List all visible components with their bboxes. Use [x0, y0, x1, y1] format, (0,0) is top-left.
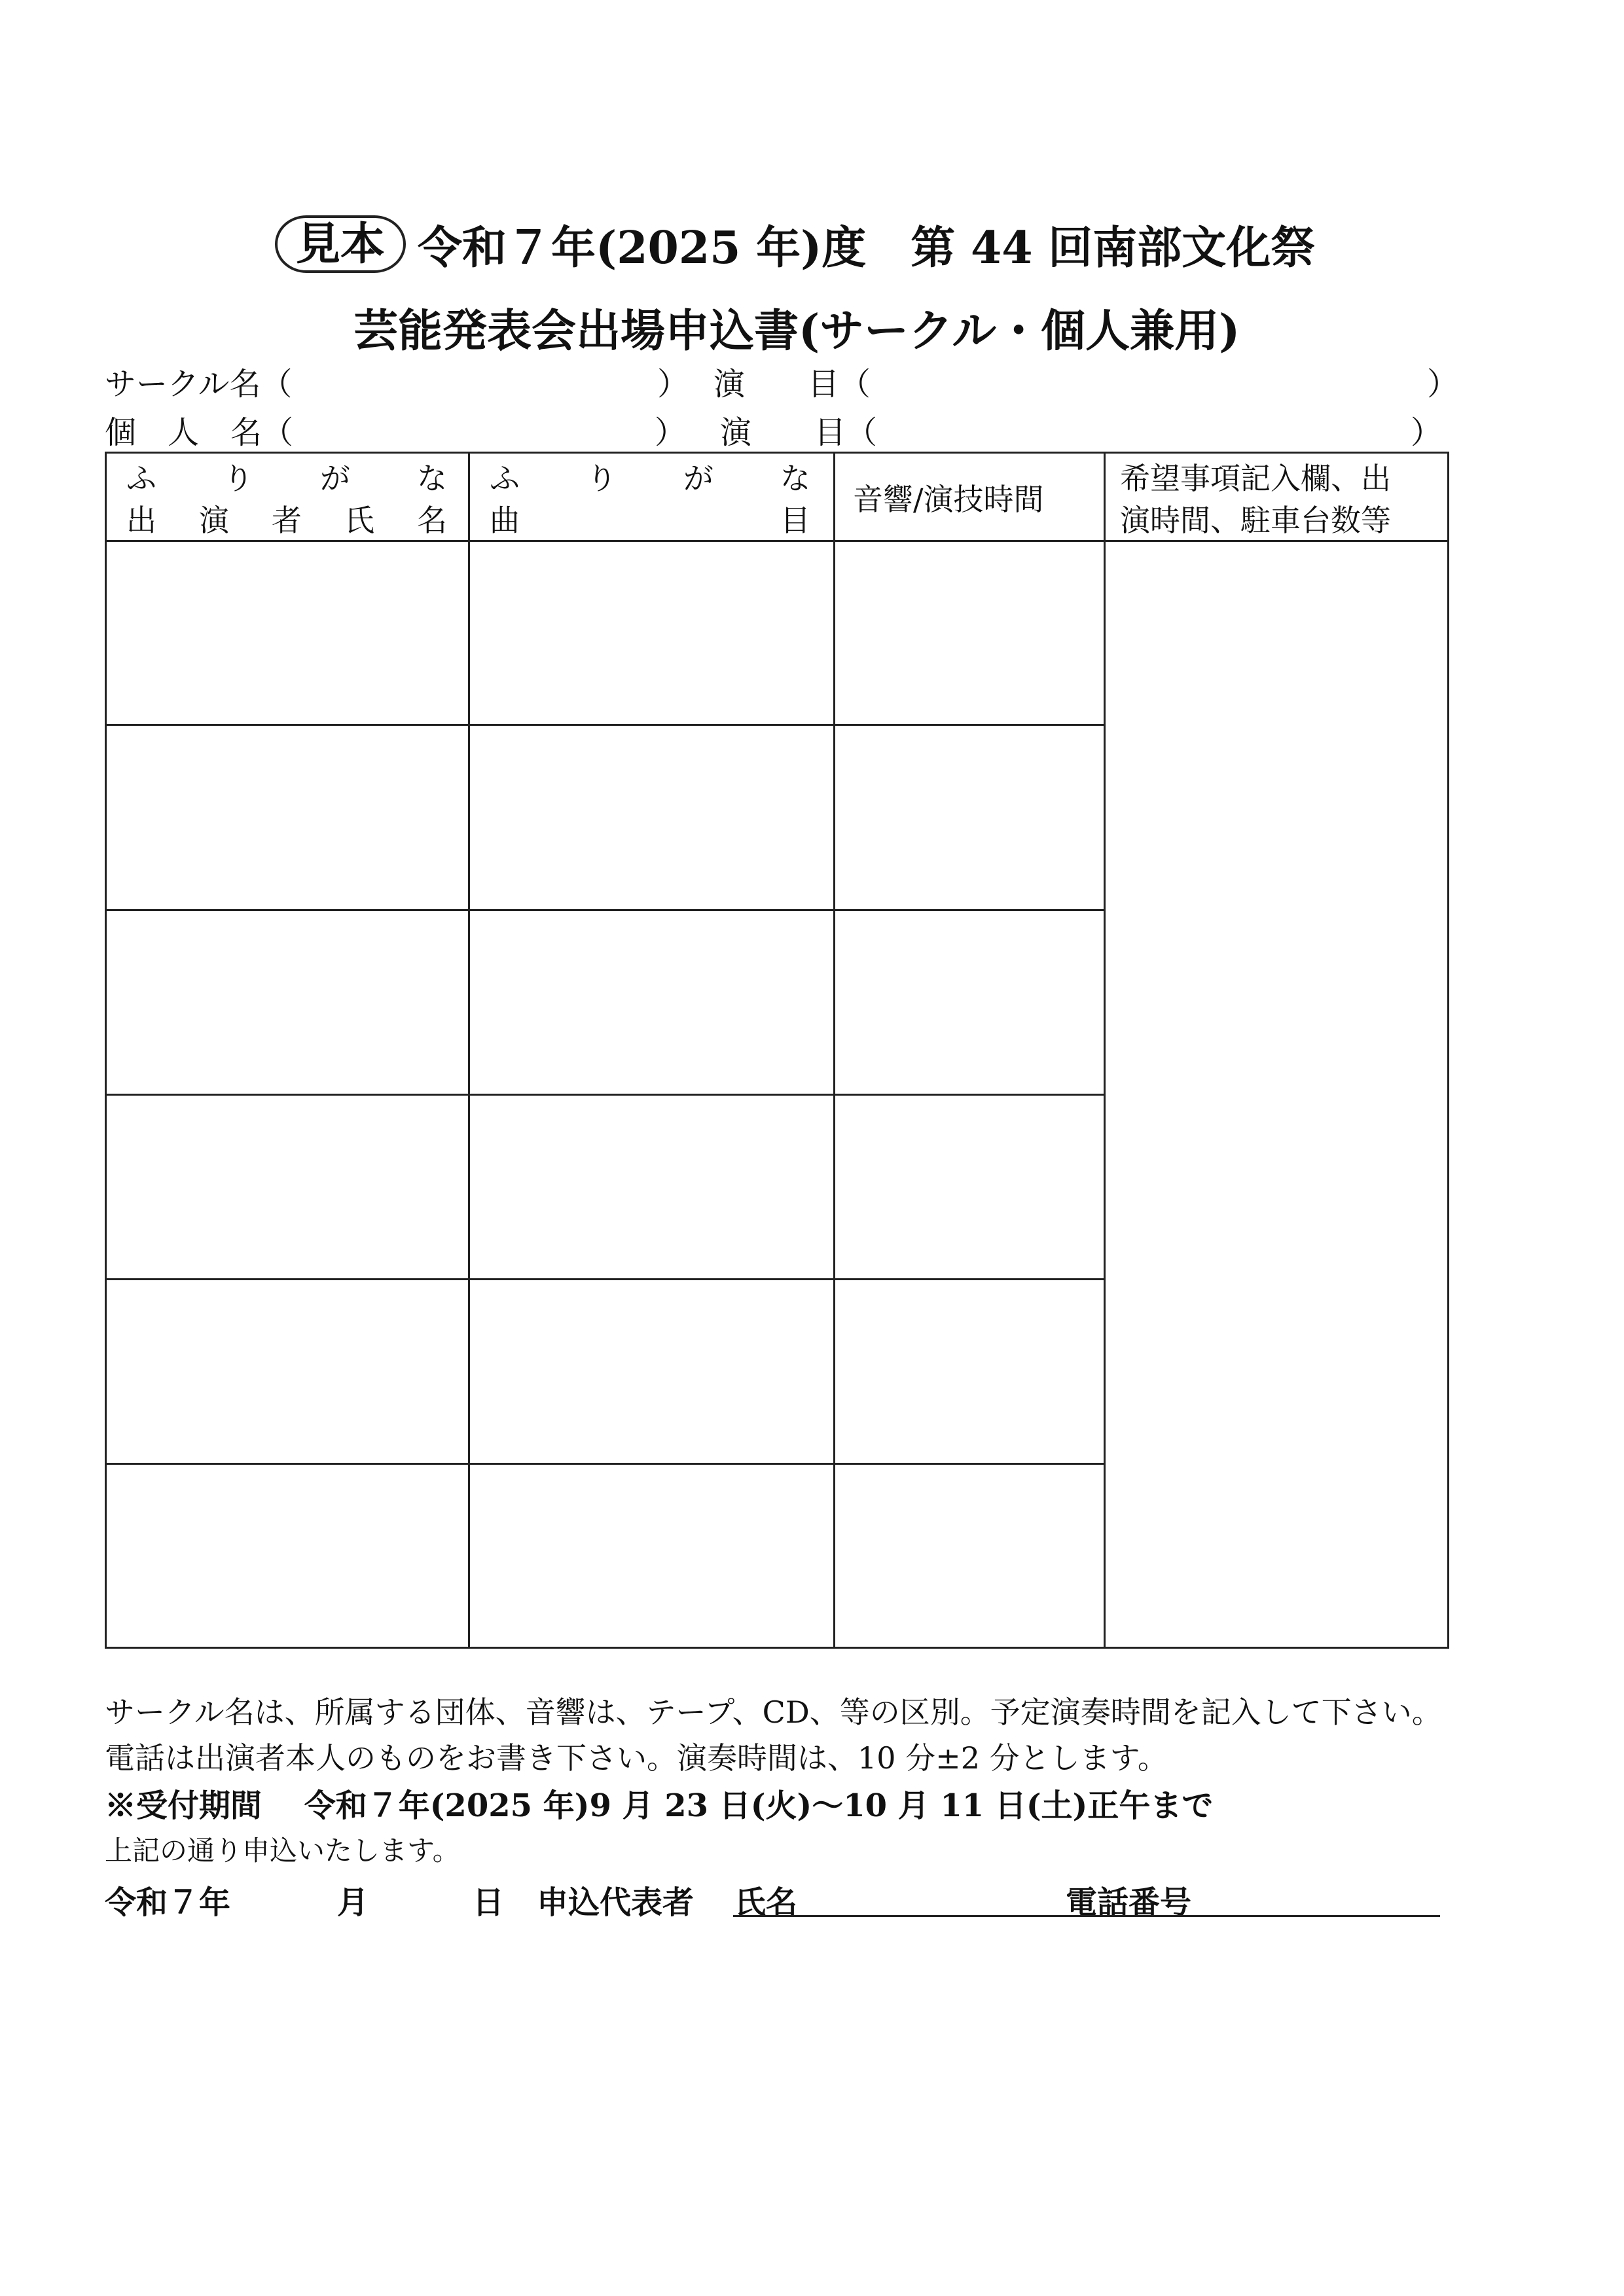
label-char: 名 — [417, 503, 447, 538]
circle-name-field[interactable] — [267, 359, 653, 395]
performer-name-cell[interactable] — [107, 1278, 468, 1463]
sound-time-cell[interactable] — [833, 1094, 1104, 1278]
furigana-char: り — [586, 461, 617, 496]
title-line-2: 芸能発表会出場申込書(サークル・個人兼用) — [353, 305, 1240, 357]
sign-month: 月 — [337, 1884, 369, 1921]
individual-name-label: 個 人 名（ — [105, 414, 294, 451]
circle-name-label: サークル名（ — [105, 366, 293, 403]
individual-name-close: ） — [655, 414, 687, 451]
col4-label-line1: 希望事項記入欄、出 — [1120, 461, 1391, 496]
program-label: 演 目（ — [713, 366, 871, 403]
col1-furigana — [126, 455, 447, 498]
requests-cell[interactable] — [1104, 540, 1447, 1647]
signature-underline — [733, 1915, 1440, 1917]
day-field[interactable] — [380, 1877, 465, 1914]
song-title-cell[interactable] — [468, 1278, 833, 1463]
sound-time-cell[interactable] — [833, 1463, 1104, 1646]
col2-furigana — [490, 455, 810, 498]
title-line-1: 令和７年(2025 年)度 第 44 回南部文化祭 — [418, 221, 1316, 274]
song-title-cell[interactable] — [468, 1094, 833, 1278]
furigana-char: り — [223, 461, 253, 496]
program2-label: 演 目（ — [720, 414, 878, 451]
program2-close: ） — [1411, 414, 1443, 451]
program2-field[interactable] — [877, 407, 1401, 444]
program-close: ） — [1427, 366, 1459, 403]
song-title-cell[interactable] — [468, 909, 833, 1094]
song-title-cell[interactable] — [468, 724, 833, 909]
deadline-notice: ※受付期間 令和７年(2025 年)9 月 23 日(火)～10 月 11 日(土)正午まで — [105, 1787, 1214, 1824]
sign-phone-label: 電話番号 — [1066, 1884, 1192, 1921]
sound-time-cell[interactable] — [833, 540, 1104, 724]
sound-time-cell[interactable] — [833, 1278, 1104, 1463]
performer-name-cell[interactable] — [107, 1094, 468, 1278]
song-title-cell[interactable] — [468, 1463, 833, 1646]
program-field[interactable] — [871, 359, 1420, 395]
performer-name-cell[interactable] — [107, 540, 468, 724]
song-title-cell[interactable] — [468, 540, 833, 724]
sound-time-cell[interactable] — [833, 909, 1104, 1094]
performer-name-cell[interactable] — [107, 909, 468, 1094]
label-char: 者 — [272, 503, 302, 538]
sign-representative: 申込代表者 — [537, 1884, 695, 1921]
label-char: 目 — [780, 503, 810, 538]
furigana-char: が — [683, 461, 713, 496]
furigana-char: ふ — [490, 461, 520, 496]
col3-label: 音響/演技時間 — [853, 482, 1044, 517]
note-line-1: サークル名は、所属する団体、音響は、テープ、CD、等の区別。予定演奏時間を記入して下さい。 — [105, 1695, 1442, 1730]
individual-name-field[interactable] — [288, 407, 648, 444]
note-line-2: 電話は出演者本人のものをお書き下さい。演奏時間は、10 分±2 分とします。 — [105, 1740, 1168, 1776]
col4-label-line2: 演時間、駐車台数等 — [1120, 503, 1391, 538]
name-field[interactable] — [805, 1877, 1054, 1914]
form-title — [275, 208, 1322, 280]
col2-label — [490, 497, 810, 540]
sign-year: 令和７年 — [105, 1884, 231, 1921]
sign-day: 日 — [473, 1884, 505, 1921]
label-char: 演 — [199, 503, 229, 538]
label-char: 出 — [126, 503, 156, 538]
sound-time-cell[interactable] — [833, 724, 1104, 909]
confirmation-text: 上記の通り申込いたします。 — [105, 1835, 460, 1867]
performer-name-cell[interactable] — [107, 724, 468, 909]
sample-stamp: 見本 — [275, 215, 406, 273]
sign-name-label: 氏名 — [734, 1884, 798, 1921]
phone-field[interactable] — [1198, 1877, 1434, 1914]
label-char: 氏 — [344, 503, 374, 538]
circle-name-close: ） — [657, 366, 689, 403]
entry-table — [105, 452, 1449, 1649]
furigana-char: な — [780, 461, 810, 496]
label-char: 曲 — [490, 503, 520, 538]
furigana-char: が — [320, 461, 350, 496]
month-field[interactable] — [249, 1877, 327, 1914]
furigana-char: ふ — [126, 461, 156, 496]
col1-label — [126, 497, 447, 540]
performer-name-cell[interactable] — [107, 1463, 468, 1646]
furigana-char: な — [417, 461, 447, 496]
